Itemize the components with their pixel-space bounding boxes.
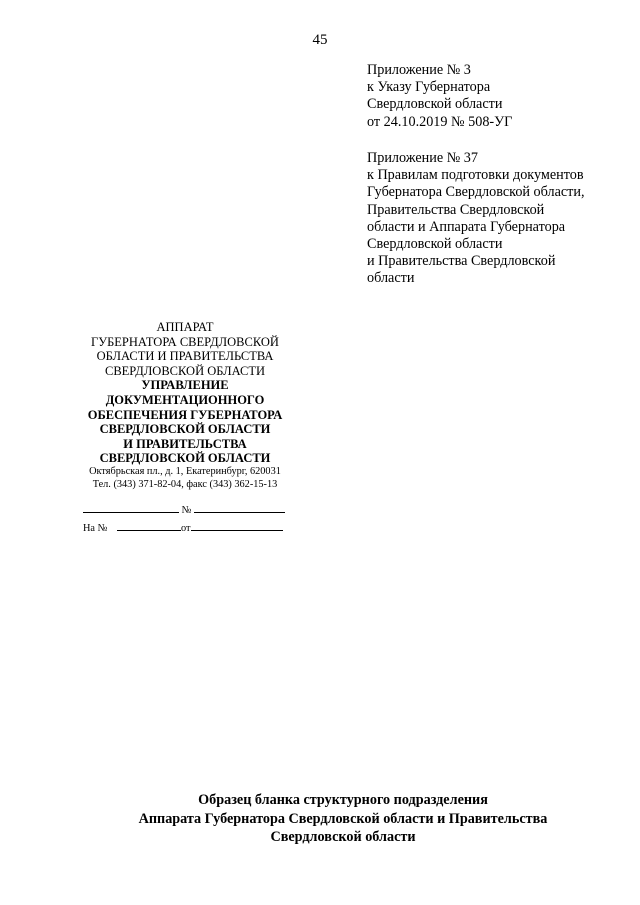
reply-number-blank-line: [117, 521, 181, 531]
appendix-3-line: Свердловской области: [367, 96, 503, 113]
appendix-3-line: от 24.10.2019 № 508-УГ: [367, 113, 513, 130]
sample-form-caption: [0, 791, 640, 847]
reply-from-label: от: [180, 523, 191, 534]
letterhead-org-line: СВЕРДЛОВСКОЙ ОБЛАСТИ: [104, 363, 265, 378]
caption-line: Образец бланка структурного подразделения: [198, 792, 488, 808]
letterhead-org-line: ОБЛАСТИ И ПРАВИТЕЛЬСТВА: [96, 349, 274, 364]
letterhead-department-line: И ПРАВИТЕЛЬСТВА: [123, 436, 247, 451]
number-label: №: [181, 505, 192, 516]
appendix-3-block: [367, 62, 629, 131]
appendix-37-line: Правительства Свердловской: [367, 201, 545, 218]
letterhead-org-line: АППАРАТ: [156, 320, 214, 334]
appendix-37-block: [367, 150, 629, 288]
letterhead-department-line: СВЕРДЛОВСКОЙ ОБЛАСТИ: [99, 422, 271, 437]
page-number: 45: [312, 32, 328, 48]
appendix-37-line: Свердловской области: [367, 236, 503, 253]
appendix-37-line: и Правительства Свердловской: [367, 253, 556, 270]
appendix-37-line: Губернатора Свердловской области,: [367, 184, 585, 201]
outgoing-number-row: [83, 503, 289, 517]
appendix-37-line: области: [367, 270, 415, 287]
appendix-37-line: к Правилам подготовки документов: [367, 167, 584, 184]
appendix-37-line: Приложение № 37: [367, 150, 478, 166]
reply-date-blank-line: [191, 521, 283, 531]
reply-reference-row: [83, 521, 289, 535]
letterhead-org-line: ГУБЕРНАТОРА СВЕРДЛОВСКОЙ: [91, 334, 279, 349]
letterhead-phone: Тел. (343) 371-82-04, факс (343) 362-15-13: [92, 478, 278, 490]
letterhead-address: Октябрьская пл., д. 1, Екатеринбург, 620031: [89, 465, 281, 477]
appendix-3-line: Приложение № 3: [367, 62, 471, 78]
letterhead: [80, 320, 290, 491]
letterhead-department-line: УПРАВЛЕНИЕ: [141, 378, 229, 393]
caption-line: Свердловской области: [270, 829, 416, 846]
appendix-37-line: области и Аппарата Губернатора: [367, 218, 566, 235]
letterhead-department-line: ДОКУМЕНТАЦИОННОГО: [105, 392, 265, 407]
date-blank-line: [83, 503, 179, 513]
reply-number-label: На №: [83, 523, 108, 534]
letterhead-department-line: СВЕРДЛОВСКОЙ ОБЛАСТИ: [99, 451, 271, 466]
appendix-3-line: к Указу Губернатора: [367, 79, 491, 96]
caption-line: Аппарата Губернатора Свердловской области и Правительства: [138, 810, 548, 827]
number-blank-line: [194, 503, 285, 513]
letterhead-department-line: ОБЕСПЕЧЕНИЯ ГУБЕРНАТОРА: [87, 407, 283, 422]
